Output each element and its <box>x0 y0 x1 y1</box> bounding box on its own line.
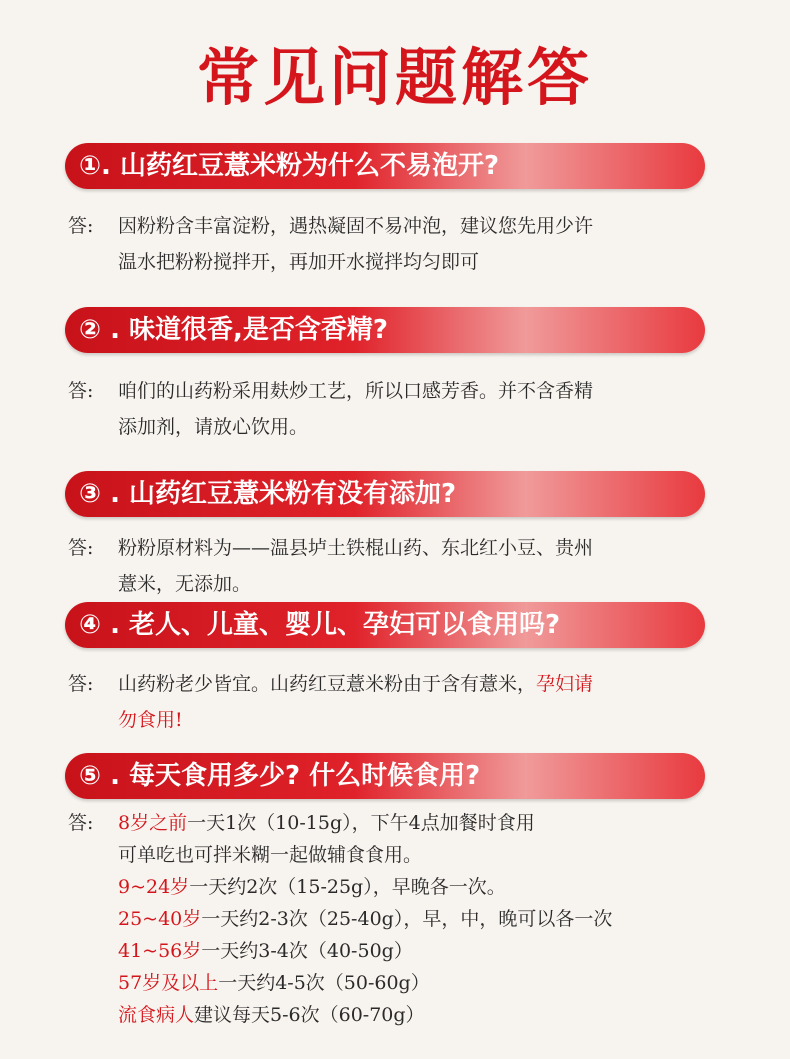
answer-line <box>118 666 728 702</box>
dosage-text: 一天约3-4次（40-50g） <box>201 940 413 962</box>
answer-label: 答: <box>68 537 94 559</box>
dosage-row <box>118 871 728 903</box>
dosage-age-group: 41~56岁 <box>118 940 202 962</box>
answer-line: 咱们的山药粉采用麸炒工艺，所以口感芳香。并不含香精 <box>118 380 594 402</box>
dosage-row <box>118 999 728 1031</box>
dosage-row <box>118 935 728 967</box>
dosage-row <box>118 967 728 999</box>
question-banner-4: ④ . 老人、儿童、婴儿、孕妇可以食用吗? <box>65 602 705 648</box>
answer-4 <box>68 666 728 738</box>
answer-line: 因粉粉含丰富淀粉，遇热凝固不易冲泡，建议您先用少许 <box>118 215 594 237</box>
question-banner-1: ①. 山药红豆薏米粉为什么不易泡开? <box>65 143 705 189</box>
page-title: 常见问题解答 <box>196 41 593 114</box>
dosage-age-group: 8岁之前 <box>118 812 188 834</box>
answer-text: 山药粉老少皆宜。山药红豆薏米粉由于含有薏米， <box>118 673 537 695</box>
answer-line: 薏米，无添加。 <box>118 573 252 595</box>
answer-line: 温水把粉粉搅拌开，再加开水搅拌均匀即可 <box>118 251 480 273</box>
dosage-row <box>118 839 728 871</box>
answer-5 <box>68 807 728 1031</box>
pregnancy-warning: 勿食用! <box>118 709 183 731</box>
dosage-text: 可单吃也可拌米糊一起做辅食食用。 <box>118 844 423 866</box>
question-banner-3: ③ . 山药红豆薏米粉有没有添加? <box>65 471 705 517</box>
question-banner-2: ② . 味道很香,是否含香精? <box>65 307 705 353</box>
dosage-text: 一天约2次（15-25g），早晚各一次。 <box>189 876 506 898</box>
answer-2 <box>68 373 728 445</box>
dosage-text: 建议每天5-6次（60-70g） <box>194 1004 425 1026</box>
answer-label: 答: <box>68 215 94 237</box>
answer-label: 答: <box>68 380 94 402</box>
answer-1 <box>68 208 728 280</box>
dosage-text: 一天约2-3次（25-40g），早，中，晚可以各一次 <box>201 908 613 930</box>
dosage-text: 一天约4-5次（50-60g） <box>218 972 430 994</box>
question-banner-5: ⑤ . 每天食用多少? 什么时候食用? <box>65 753 705 799</box>
answer-3 <box>68 530 728 602</box>
answer-line: 粉粉原材料为——温县垆土铁棍山药、东北红小豆、贵州 <box>118 537 594 559</box>
dosage-age-group: 流食病人 <box>118 1004 195 1026</box>
answer-label: 答: <box>68 673 94 695</box>
dosage-age-group: 25~40岁 <box>118 908 202 930</box>
pregnancy-warning: 孕妇请 <box>536 673 594 695</box>
dosage-row <box>118 903 728 935</box>
dosage-age-group: 57岁及以上 <box>118 972 219 994</box>
dosage-text: 一天1次（10-15g），下午4点加餐时食用 <box>187 812 535 834</box>
dosage-row <box>118 807 728 839</box>
dosage-age-group: 9~24岁 <box>118 876 190 898</box>
answer-line: 添加剂，请放心饮用。 <box>118 416 309 438</box>
answer-label: 答: <box>68 812 94 834</box>
